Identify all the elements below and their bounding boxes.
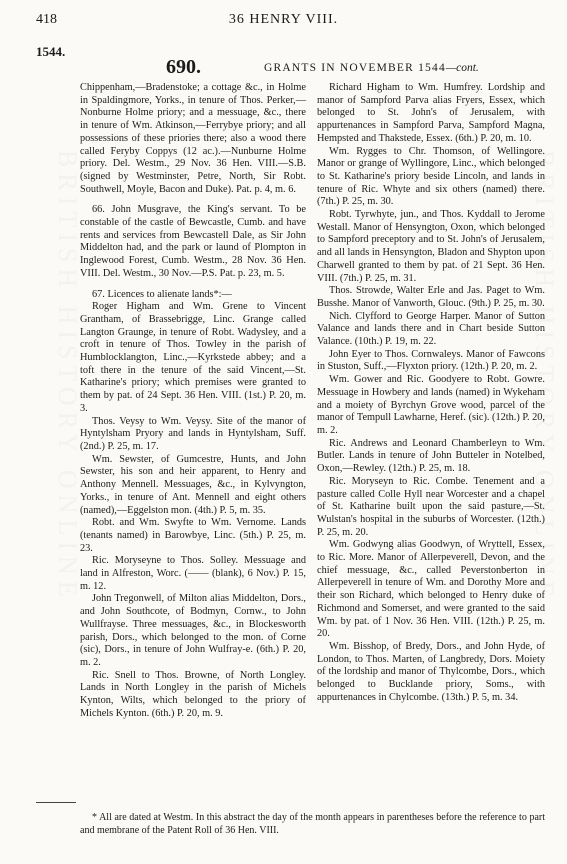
footnote [80, 812, 545, 837]
paragraph: Thos. Strowde, Walter Erle and Jas. Paget to Wm. Busshe. Manor of Vanworth, Glouc. (9th.) P. 25, m. 30. [317, 285, 545, 309]
paragraph: Wm. Bisshop, of Bredy, Dors., and John Hyde, of London, to Thos. Marten, of Langbredy, Dors. Moiety of the lordship and manor of Thylcombe, Dors., which belonged to Bucklande priory, Soms., with appurtenances in Chylcombe. (13th.) P. 5, m. 34. [317, 640, 545, 703]
paragraph: Wm. Gower and Ric. Goodyere to Robt. Gowre. Messuage in Howbery and lands (named) in Wykeham and a moiety of Byrchyn Grove wood, parcel of the manor of Tempull Lawharne, Heref. (sic). (12th.) P. 20, m. 2. [317, 374, 545, 436]
paragraph: 67. Licences to alienate lands*:— [92, 288, 232, 300]
paragraph: Ric. Moryseyne to Thos. Solley. Messuage and land in Alfreston, Worc. (—— (blank), 6 Nov.) P. 15, m. 12. [80, 555, 306, 592]
paragraph: Nich. Clyfford to George Harper. Manor of Sutton Valance and lands there and in Chart beside Sutton Valance. (10th.) P. 19, m. 22. [317, 310, 545, 348]
entry-number: 690. [166, 56, 201, 78]
section-heading [264, 62, 479, 74]
footnote-divider [36, 802, 76, 803]
paragraph: John Tregonwell, of Milton alias Middelton, Dors., and John Southcote, of Bodmyn, Cornw., to John Wullfrayse. Three messuages, &c., in Blockesworth parish, Dors., which belonged to the mon. of Corne (sic), Dors., in tenure of John Wulfray-e. (6th.) P. 20, m. 2. [80, 593, 306, 668]
running-head [36, 12, 531, 34]
footnote-text: * All are dated at Westm. In this abstract the day of the month appears in parentheses before the reference to part and membrane of the Patent Roll of 36 Hen. VIII. [80, 812, 545, 836]
paragraph: Ric. Moryseyn to Ric. Combe. Tenement and a pasture called Colle Hyll near Worcester and a chapel of St. Katharine built upon the said pasture,—St. Wulstan's hospital in the suburbs of Worcester. (12th.) P. 25, m. 20. [317, 475, 545, 538]
section-title: GRANTS IN NOVEMBER 1544 [264, 62, 446, 74]
watermark: BRITISH HISTORY ONLINE [530, 150, 559, 603]
paragraph: Wm. Rygges to Chr. Thomson, of Wellingore. Manor or grange of Wyllingore, Linc., which belonged to St. Katharine's priory beside Lincoln, and lands in tenure of Ric. Whyte and six others (named) there. (7th.) P. 25, m. 30. [317, 145, 545, 208]
year-marker: 1544. [36, 44, 66, 59]
section-cont: —cont. [445, 62, 479, 74]
paragraph: Robt. Tyrwhyte, jun., and Thos. Kyddall to Jerome Westall. Manor of Hensyngton, Oxon, which belonged to Sampford preceptory and to St. John's of Jerusalem, and all lands in Hensyngton, Bladon and Shypton upon Charwell granted to them by pat. of 21 Sept. 36 Hen. VIII. (7th.) P. 25, m. 31. [317, 209, 545, 284]
paragraph: Wm. Godwyng alias Goodwyn, of Wryttell, Essex, to Ric. More. Manor of Allerpeverell, Devon, and the chief messuage, &c., called Peverstonberton in Allerpeverell in tenure of Wm. and Dorothy More and their son Richard, which belonged to Henry duke of Richmond and Somerset, and were granted to the said Wm. by pat. of 1 Nov. 36 Hen. VIII. (12th.) P. 25, m. 20. [317, 539, 545, 640]
paragraph: Wm. Sewster, of Gumcestre, Hunts, and John Sewster, his son and heir apparent, to Henry and Anthony Mennell. Messuages, &c., in Kylvyngton, Yorks., in tenure of Ant. Mennell and eight others (named),—Eggelston mon. (4th.) P. 5, m. 35. [80, 453, 306, 516]
running-title: 36 HENRY VIII. [228, 12, 339, 27]
paragraph: Chippenham,—Bradenstoke; a cottage &c., in Holme in Spaldingmore, Yorks., in tenure of Thos. Perker,—Nonburne Holme priory; and a messuage, &c., there in tenure of Wm. Atkinson,—Ferrybye priory; and all possessions of these priories there; also a wood there called Feryby Coppys (12 ac.).—Nunburne Holme priory. Del. Westm., 29 Nov. 36 Hen. VIII.—S.B. (signed by Westminster, Petre, North, Sir Robt. Southwell, Moyle, Bacon and Duke). Pat. p. 4, m. 6. [80, 82, 306, 195]
left-column [80, 82, 306, 720]
right-column [317, 82, 545, 704]
paragraph: John Eyer to Thos. Cornwaleys. Manor of Fawcons in Stuston, Suff.,—Flyxton priory. (12th.) P. 20, m. 2. [317, 348, 545, 373]
paragraph: 66. John Musgrave, the King's servant. To be constable of the castle of Bewcastle, Cumb. and have rents and services from Bewcastell Dale, as Sir John Middelton had, and the park or laund of Plompton in Inglewood Forest, Cumb. Westm., 28 Nov. 36 Hen. VIII. Del. Westm., 30 Nov.—P.S. Pat. p. 23, m. 5. [80, 204, 306, 279]
paragraph: Ric. Andrews and Leonard Chamberleyn to Wm. Butler. Lands in tenure of John Butteler in Notelbed, Oxon,—Rewley. (12th.) P. 25, m. 18. [317, 437, 545, 475]
paragraph: Richard Higham to Wm. Humfrey. Lordship and manor of Sampford Parva alias Fryers, Essex, which belonged to St. John's of Jerusalem, with appurtenances in Sampford Parva, Sampford Magna, Hempsted and Thakstede, Essex. (6th.) P. 20, m. 10. [317, 82, 545, 144]
page-number: 418 [36, 12, 57, 27]
paragraph: Robt. and Wm. Swyfte to Wm. Vernome. Lands (tenants named) in Barowbye, Linc. (5th.) P. 25, m. 23. [80, 517, 306, 554]
paragraph: Ric. Snell to Thos. Browne, of North Longley. Lands in North Longley in the parish of Michels Kynton, Wilts, which belonged to the priory of Michels Kynton. (6th.) P. 20, m. 9. [80, 669, 306, 719]
paragraph: Thos. Veysy to Wm. Veysy. Site of the manor of Hyntylsham Pryory and lands in Hyntylsham, Suff. (2nd.) P. 25, m. 17. [80, 415, 306, 452]
paragraph: Roger Higham and Wm. Grene to Vincent Grantham, of Brassebrigge, Linc. Grange called Langton Graunge, in tenure of Robt. Wadysley, and a croft in tenure of Thos. Towley in the parish of Humblocklangton, Linc.,—Kyrkstede abbey; and a toft there in the tenure of the said Vincent,—St. Katharine's priory; which premises were granted to them by pat. of 24 Sept. 36 Hen. VIII. (1st.) P. 20, m. 3. [80, 301, 306, 414]
watermark: BRITISH HISTORY ONLINE [53, 150, 82, 603]
